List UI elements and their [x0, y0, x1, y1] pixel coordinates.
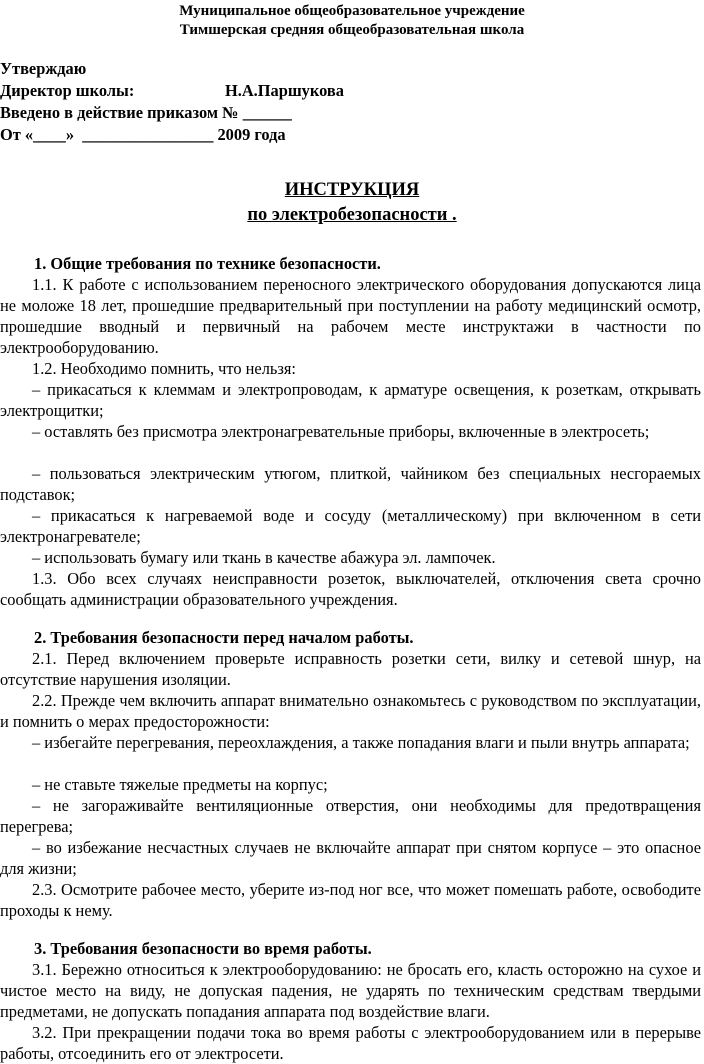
section2-p2: 2.2. Прежде чем включить аппарат внимательно ознакомьтесь с руководством по эксплуатации, и помнить о мерах предосторожности: — [0, 691, 701, 731]
section1-dash2: – оставлять без присмотра электронагревательные приборы, включенные в электросеть; — [32, 422, 650, 441]
approve-label: Утверждаю — [0, 59, 87, 78]
org-name-line2: Тимшерская средняя общеобразовательная школа — [179, 22, 525, 38]
section2-dash4: – во избежание несчастных случаев не включайте аппарат при снятом корпусе – это опасное для жизни; — [0, 838, 701, 878]
section2-dash3: – не загораживайте вентиляционные отверстия, они необходимы для предотвращения перегрева; — [0, 796, 701, 836]
section1-heading: 1. Общие требования по технике безопасности. — [34, 254, 381, 273]
section2-p3: 2.3. Осмотрите рабочее место, уберите из-под ног все, что может помешать работе, освободите проходы к нему. — [0, 880, 701, 920]
section1-dash3: – пользоваться электрическим утюгом, плиткой, чайником без специальных несгораемых подставок; — [0, 464, 701, 504]
section2-dash1: – избегайте перегревания, переохлаждения, а также попадания влаги и пыли внутрь аппарата; — [32, 733, 690, 752]
section3-heading: 3. Требования безопасности во время работы. — [34, 939, 372, 958]
section1-p2: 1.2. Необходимо помнить, что нельзя: — [32, 359, 296, 378]
order-line: Введено в действие приказом № ______ — [0, 103, 292, 122]
date-line: От «____» ________________ 2009 года — [0, 125, 286, 144]
section1-p3: 1.3. Обо всех случаях неисправности розеток, выключателей, отключения света срочно сообщать администрации образовательного учреждения. — [0, 569, 701, 609]
section1-dash4: – прикасаться к нагреваемой воде и сосуду (металлическому) при включенном в сети электронагревателе; — [0, 506, 701, 546]
director-name: Н.А.Паршукова — [225, 81, 344, 100]
section3-p1: 3.1. Бережно относиться к электрооборудованию: не бросать его, класть осторожно на сухое и чистое место на виду, не допуская падения, не ударять по техническим средствам твердыми предметами, не допускать попадания аппарата под воздействие влаги. — [0, 960, 701, 1021]
section3-p2: 3.2. При прекращении подачи тока во время работы с электрооборудованием или в перерыве работы, отсоединить его от электросети. — [0, 1023, 701, 1063]
section2-p1: 2.1. Перед включением проверьте исправность розетки сети, вилку и сетевой шнур, на отсутствие нарушения изоляции. — [0, 649, 701, 689]
section1-dash1: – прикасаться к клеммам и электропроводам, к арматуре освещения, к розеткам, открывать электрощитки; — [0, 380, 701, 420]
section2-heading: 2. Требования безопасности перед началом работы. — [34, 628, 414, 647]
document-title: ИНСТРУКЦИЯ — [284, 180, 420, 200]
section1-p1: 1.1. К работе с использованием переносного электрического оборудования допускаются лица не моложе 18 лет, прошедшие предварительный при поступлении на работу медицинский осмотр, прошедшие вводный и первичный на рабочем месте инструктажи в частности по электрооборудованию. — [0, 275, 701, 357]
section1-dash5: – использовать бумагу или ткань в качестве абажура эл. лампочек. — [32, 548, 496, 567]
director-label: Директор школы: — [0, 81, 135, 100]
org-name-line1: Муниципальное общеобразовательное учреждение — [179, 3, 525, 19]
document-subtitle: по электробезопасности . — [247, 205, 457, 225]
section2-dash2: – не ставьте тяжелые предметы на корпус; — [32, 775, 328, 794]
director-line — [0, 80, 704, 102]
